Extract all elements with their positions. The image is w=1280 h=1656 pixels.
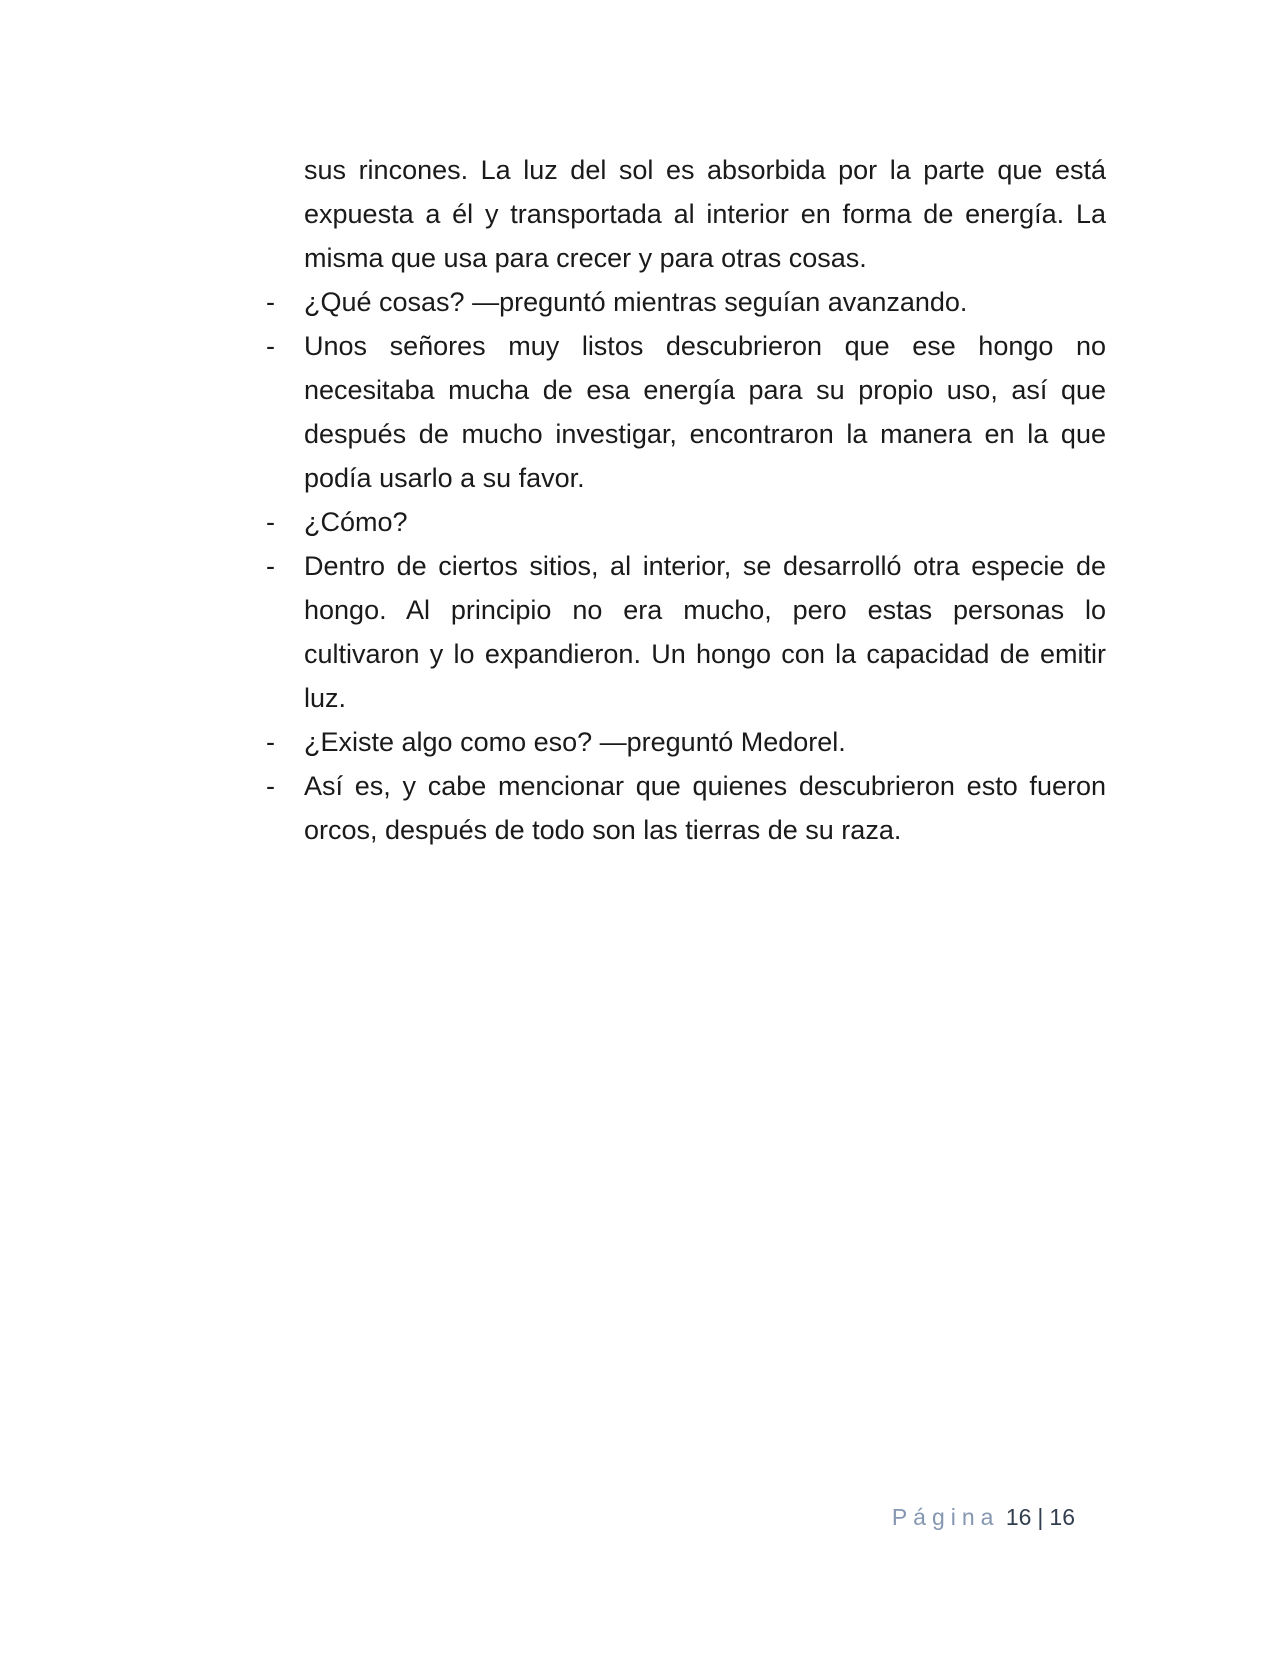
dialogue-dash: - [266,771,275,801]
dialogue-line [266,720,1106,764]
dialogue-dash: - [266,287,275,317]
dialogue-line [266,544,1106,720]
paragraph-continuation [266,148,1106,280]
dialogue-line [266,324,1106,500]
dialogue-text: Así es, y cabe mencionar que quienes descubrieron esto fueron orcos, después de todo son las tierras de su raza. [304,771,1106,845]
dialogue-dash: - [266,551,275,581]
dialogue-text: ¿Existe algo como eso? —preguntó Medorel. [304,727,846,757]
page-label: Página [891,1504,1000,1530]
paragraph-text: sus rincones. La luz del sol es absorbida por la parte que está expuesta a él y transportada al interior en forma de energía. La misma que usa para crecer y para otras cosas. [304,155,1106,273]
dialogue-text: ¿Qué cosas? —preguntó mientras seguían avanzando. [304,287,968,317]
dialogue-text: ¿Cómo? [304,507,408,537]
current-page-number: 16 [1005,1504,1032,1530]
dialogue-text: Unos señores muy listos descubrieron que ese hongo no necesitaba mucha de esa energía para su propio uso, así que después de mucho investigar, encontraron la manera en la que podía usarlo a su favor. [304,331,1106,493]
dialogue-line [266,500,1106,544]
page-body [266,148,1106,852]
dialogue-dash: - [266,727,275,757]
dialogue-dash: - [266,507,275,537]
page-footer [892,1502,1075,1532]
dialogue-text: Dentro de ciertos sitios, al interior, se desarrolló otra especie de hongo. Al principio no era mucho, pero estas personas lo cultivaron y lo expandieron. Un hongo con la capacidad de emitir luz. [304,551,1106,713]
dialogue-line [266,280,1106,324]
dialogue-dash: - [266,331,275,361]
total-pages-number: 16 [1049,1504,1075,1530]
dialogue-line [266,764,1106,852]
page-separator: | [1037,1504,1044,1530]
